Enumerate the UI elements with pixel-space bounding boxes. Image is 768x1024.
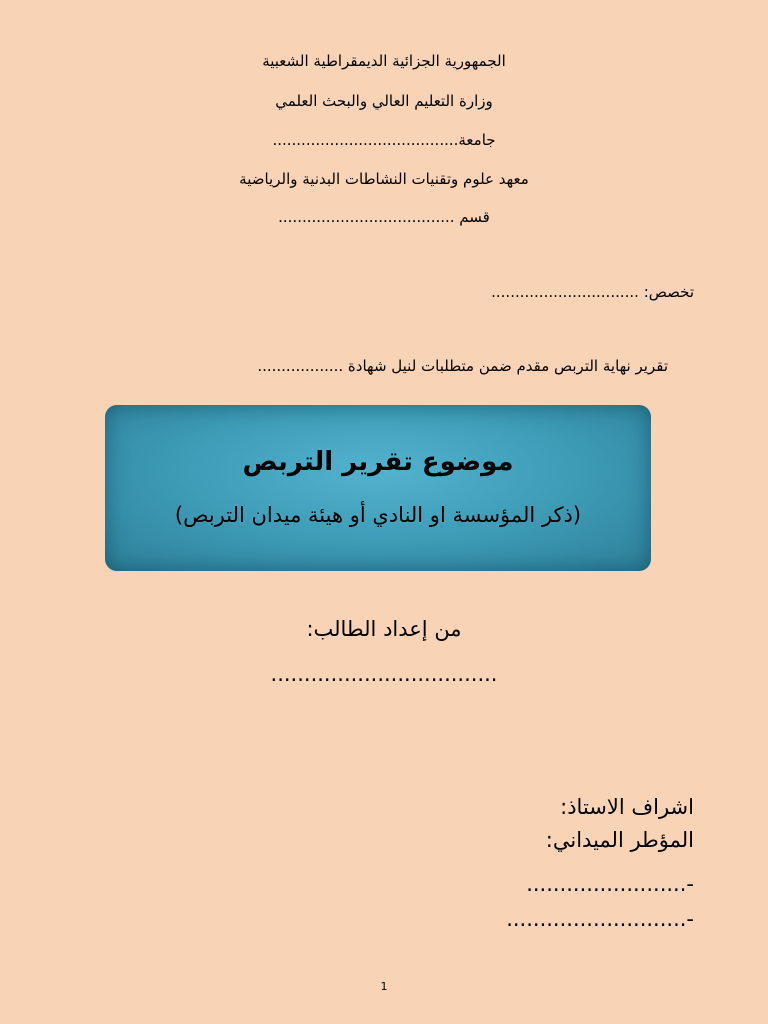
supervisor-label: اشراف الاستاذ:	[560, 795, 694, 819]
ministry-name: وزارة التعليم العالي والبحث العلمي	[275, 92, 493, 110]
student-label: من إعداد الطالب:	[306, 617, 462, 641]
report-topic-box	[105, 405, 651, 571]
report-topic-title: موضوع تقرير التربص	[242, 447, 514, 477]
supervisor-entry: -...........................	[506, 907, 694, 931]
republic-name: الجمهورية الجزائية الديمقراطية الشعبية	[262, 52, 506, 70]
student-name-placeholder: ..................................	[270, 662, 498, 686]
department-name: قسم .....................................	[278, 208, 490, 226]
university-name: جامعة.......................................	[272, 131, 496, 149]
field-supervisor-label: المؤطر الميداني:	[545, 828, 694, 852]
institute-name: معهد علوم وتقنيات النشاطات البدنية والرياضية	[239, 170, 529, 188]
page-number: 1	[380, 980, 388, 993]
specialty-line: تخصص: ...............................	[491, 283, 694, 301]
report-purpose-line: تقرير نهاية التربص مقدم ضمن متطلبات لنيل شهادة ..................	[257, 357, 668, 375]
supervisor-entry: -........................	[526, 872, 694, 896]
report-topic-subtitle: (ذكر المؤسسة او النادي أو هيئة ميدان التربص)	[174, 503, 582, 527]
